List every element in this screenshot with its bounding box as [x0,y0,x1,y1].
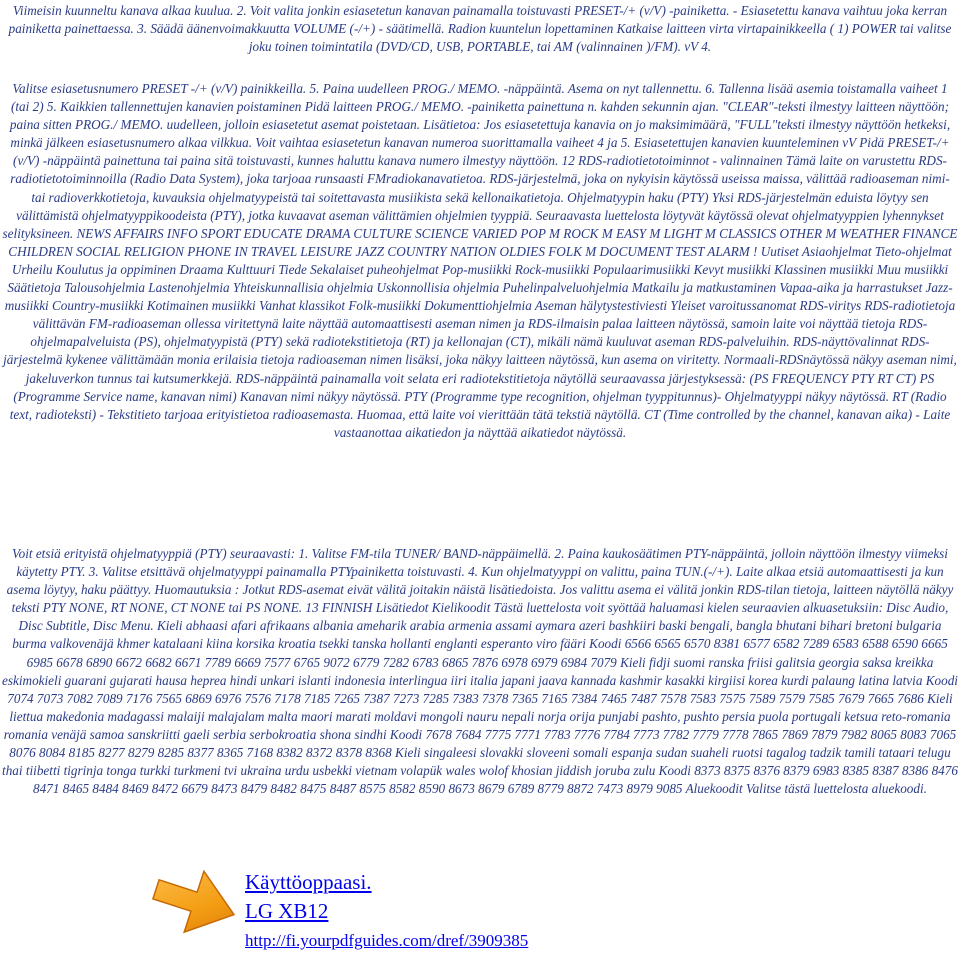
guide-title-link[interactable]: Käyttöoppaasi. [245,870,372,894]
product-link[interactable]: LG XB12 [245,899,329,923]
paragraph-radio-instructions: Viimeisin kuunneltu kanava alkaa kuulua. 2. Voit valita jonkin esiasetetun kanavan painamalla toistuvasti PRESET-/+ (v/V) -painiketta. - Esiasetettu kanava vaihtuu joka kerran painiketta painettaessa. 3. Säädä äänenvoimakkuutta VOLUME (-/+) - säätimellä. Radion kuuntelun lopettaminen Katkaise laitteen virta virtapainikkeella ( 1) POWER tai valitse joku toinen toimintatila (DVD/CD, USB, PORTABLE, tai AM (valinnainen )/FM). vV 4. [8,3,952,55]
guide-links [245,868,528,954]
paragraph-language-codes: Voit etsiä erityistä ohjelmatyyppiä (PTY) seuraavasti: 1. Valitse FM-tila TUNER/ BAND-näppäimellä. 2. Paina kaukosäätimen PTY-näppäintä, jolloin näyttöön ilmestyy viimeksi käytetty PTY. 3. Valitse etsittävä ohjelmatyyppi painamalla PTYpainiketta toistuvasti. 4. Kun ohjelmatyyppi on valittu, paina TUN.(-/+). Laite alkaa etsiä automaattisesti ja kun asema löytyy, haku päättyy. Huomautuksia : Jotkut RDS-asemat eivät välitä joitakin näistä lisätiedoista. Jos valittu asema ei välitä jonkin RDS-tilan tietoja, laitteen näytöllä näkyy teksti PTY NONE, RT NONE, CT NONE tai PS NONE. 13 FINNISH Lisätiedot Kielikoodit Tästä luettelosta voit syöttää haluamasi kielen seuraavien alkuasetuksiin: Disc Audio, Disc Subtitle, Disc Menu. Kieli abhaasi afari afrikaans albania ameharik arabia armenia assami aymara azeri bashkiiri baski bengali, bangla bhutani bihari bretoni bulgaria burma valkovenäjä khmer katalaani kiina korsika kroatia tsekki tanska hollanti englanti esperanto viro fääri Koodi 6566 6565 6570 8381 6577 6582 7289 6583 6588 6590 6665 6985 6678 6890 6672 6682 6671 7789 6669 7577 6765 9072 6779 7282 6783 6865 7876 6978 6979 6984 7079 Kieli fidji suomi ranska friisi galitsia georgia saksa kreikka eskimokieli guarani gujarati hausa heprea hindi unkari islanti indonesia interlingua iiri italia japani jaava kannada kashmir kasakki kirgiisi korea kurdi palaung latina latvia Koodi 7074 7073 7082 7089 7176 7565 6869 6976 7576 7178 7185 7265 7387 7273 7285 7383 7378 7365 7165 7384 7465 7487 7578 7583 7575 7589 7579 7585 7679 7665 7686 Kieli liettua makedonia madagassi malaiji malajalam malta maori marati moldavi mongoli nauru nepali norja orija punjabi pashto, pushto persia puola portugali ketsua reto-romania romania venäjä samoa sanskriitti gaeli serbia serbokroatia shona sindhi Koodi 7678 7684 7775 7771 7783 7776 7784 7773 7782 7779 7778 7865 7869 7879 7982 8065 8083 7065 8076 8084 8185 8277 8279 8285 8377 8365 7168 8382 8372 8378 8368 Kieli singaleesi slovakki sloveeni somali espanja sudan suaheli ruotsi tagalog tadzik tamili tataari telugu thai tiibetti tigrinja tonga turkki turkmeni tvi ukraina urdu usbekki vietnam volapük wales wolof khosian jiddish joruba zulu Koodi 8373 8375 8376 8379 6983 8385 8387 8386 8476 8471 8465 8484 8469 8472 6679 8473 8479 8482 8475 8487 8575 8582 8590 8673 8679 6789 8779 8872 7473 8979 9085 Aluekoodit Valitse tästä luettelosta aluekoodi. [2,546,958,797]
guide-url-link[interactable]: http://fi.yourpdfguides.com/dref/3909385 [245,931,529,950]
guide-footer [150,862,750,962]
paragraph-rds-functions: Valitse esiasetusnumero PRESET -/+ (v/V) painikkeilla. 5. Paina uudelleen PROG./ MEMO. -näppäintä. Asema on nyt tallennettu. 6. Tallenna lisää asemia toistamalla vaiheet 1 (tai 2) 5. Kaikkien tallennettujen kanavien poistaminen Pidä laitteen PROG./ MEMO. -painiketta painettuna n. kahden sekunnin ajan. "CLEAR"-teksti ilmestyy laitteen näyttöön; paina sitten PROG./ MEMO. uudelleen, jolloin esiasetetut asemat poistetaan. Lisätietoa: Jos esiasetettuja kanavia on jo maksimimäärä, "FULL"teksti ilmestyy näyttöön hetkeksi, minkä jälkeen esiasetusnumero alkaa vilkkua. Voit vaihtaa esiasetetun kanavan numeroa suorittamalla vaiheet 4 ja 5. Esiasetettujen kanavien kuunteleminen vV Pidä PRESET-/+ (v/V) -näppäintä painettuna tai paina sitä toistuvasti, kunnes haluttu kanava numero ilmestyy näyttöön. 12 RDS-radiotietotoiminnot - valinnainen Tämä laite on varustettu RDS-radiotietotoiminnoilla (Radio Data System), joka tarjoaa runsaasti FMradiokanavatietoa. RDS-järjestelmä, joka on nykyisin käytössä useissa maissa, välittää radioaseman nimi- tai radioverkkotietoja, kuvauksia ohjelmatyypeistä tai soitettavasta musiikista sekä kellonaikatietoja. Ohjelmatyypin haku (PTY) Yksi RDS-järjestelmän eduista löytyy sen välittämistä ohjelmatyyppikoodeista (PTY), jotka kuvaavat aseman välittämien ohjelmien tyyppiä. Seuraavasta luettelosta löytyvät käytössä olevat ohjelmatyyppien lyhennykset selityksineen. NEWS AFFAIRS INFO SPORT EDUCATE DRAMA CULTURE SCIENCE VARIED POP M ROCK M EASY M LIGHT M CLASSICS OTHER M WEATHER FINANCE CHILDREN SOCIAL RELIGION PHONE IN TRAVEL LEISURE JAZZ COUNTRY NATION OLDIES FOLK M DOCUMENT TEST ALARM ! Uutiset Asiaohjelmat Tieto-ohjelmat Urheilu Koulutus ja oppiminen Draama Kulttuuri Tiede Sekalaiset puheohjelmat Pop-musiikki Rock-musiikki Populaarimusiikki Kevyt musiikki Klassinen musiikki Muu musiikki Säätietoja Talousohjelmia Lastenohjelmia Yhteiskunnallisia ohjelmia Uskonnollisia ohjelmia Puhelinpalveluohjelmia Matkailu ja matkustaminen Vapaa-aika ja harrastukset Jazz-musiikki Country-musiikki Kotimainen musiikki Vanhat klassikot Folk-musiikki Dokumenttiohjelmia Aseman hälytystestiviesti Yleiset varoitussanomat RDS-viritys RDS-radiotietoja välittävän FM-radioaseman ollessa viritettynä laite näyttää automaattisesti aseman nimen ja RDS-ilmaisin palaa laitteen näytössä, samoin laite voi näyttää tietoja RDS-ohjelmapalveluista (PS), ohjelmatyypistä (PTY) sekä radiotekstitietoja (RT) ja kellonajan (CT), mikäli nämä kuuluvat aseman RDS-palveluihin. RDS-näyttövalinnat RDS-järjestelmä kykenee välittämään monia erilaisia tietoja radioaseman nimen lisäksi, joka näkyy laitteen näytössä, kun asema on viritetty. Normaali-RDSnäytössä näkyy aseman nimi, jakeluverkon tunnus tai kutsumerkkejä. RDS-näppäintä painamalla voit selata eri radiotekstitietoja näytöllä seuraavassa järjestyksessä: (PS FREQUENCY PTY RT CT) PS (Programme Service name, kanavan nimi) Kanavan nimi näkyy näytössä. PTY (Programme type recognition, ohjelman tyyppitunnus)- Ohjelmatyyppi näkyy näytössä. RT (Radio text, radioteksti) - Tekstitieto tarjoaa erityistietoa radioasemasta. Huomaa, että laite voi vierittään tätä tekstiä näytöllä. CT (Time controlled by the channel, kanavan aika) - Laite vastaanottaa aikatiedon ja näyttää aikatiedot näytössä. [2,81,958,440]
orange-arrow-icon [150,862,240,940]
